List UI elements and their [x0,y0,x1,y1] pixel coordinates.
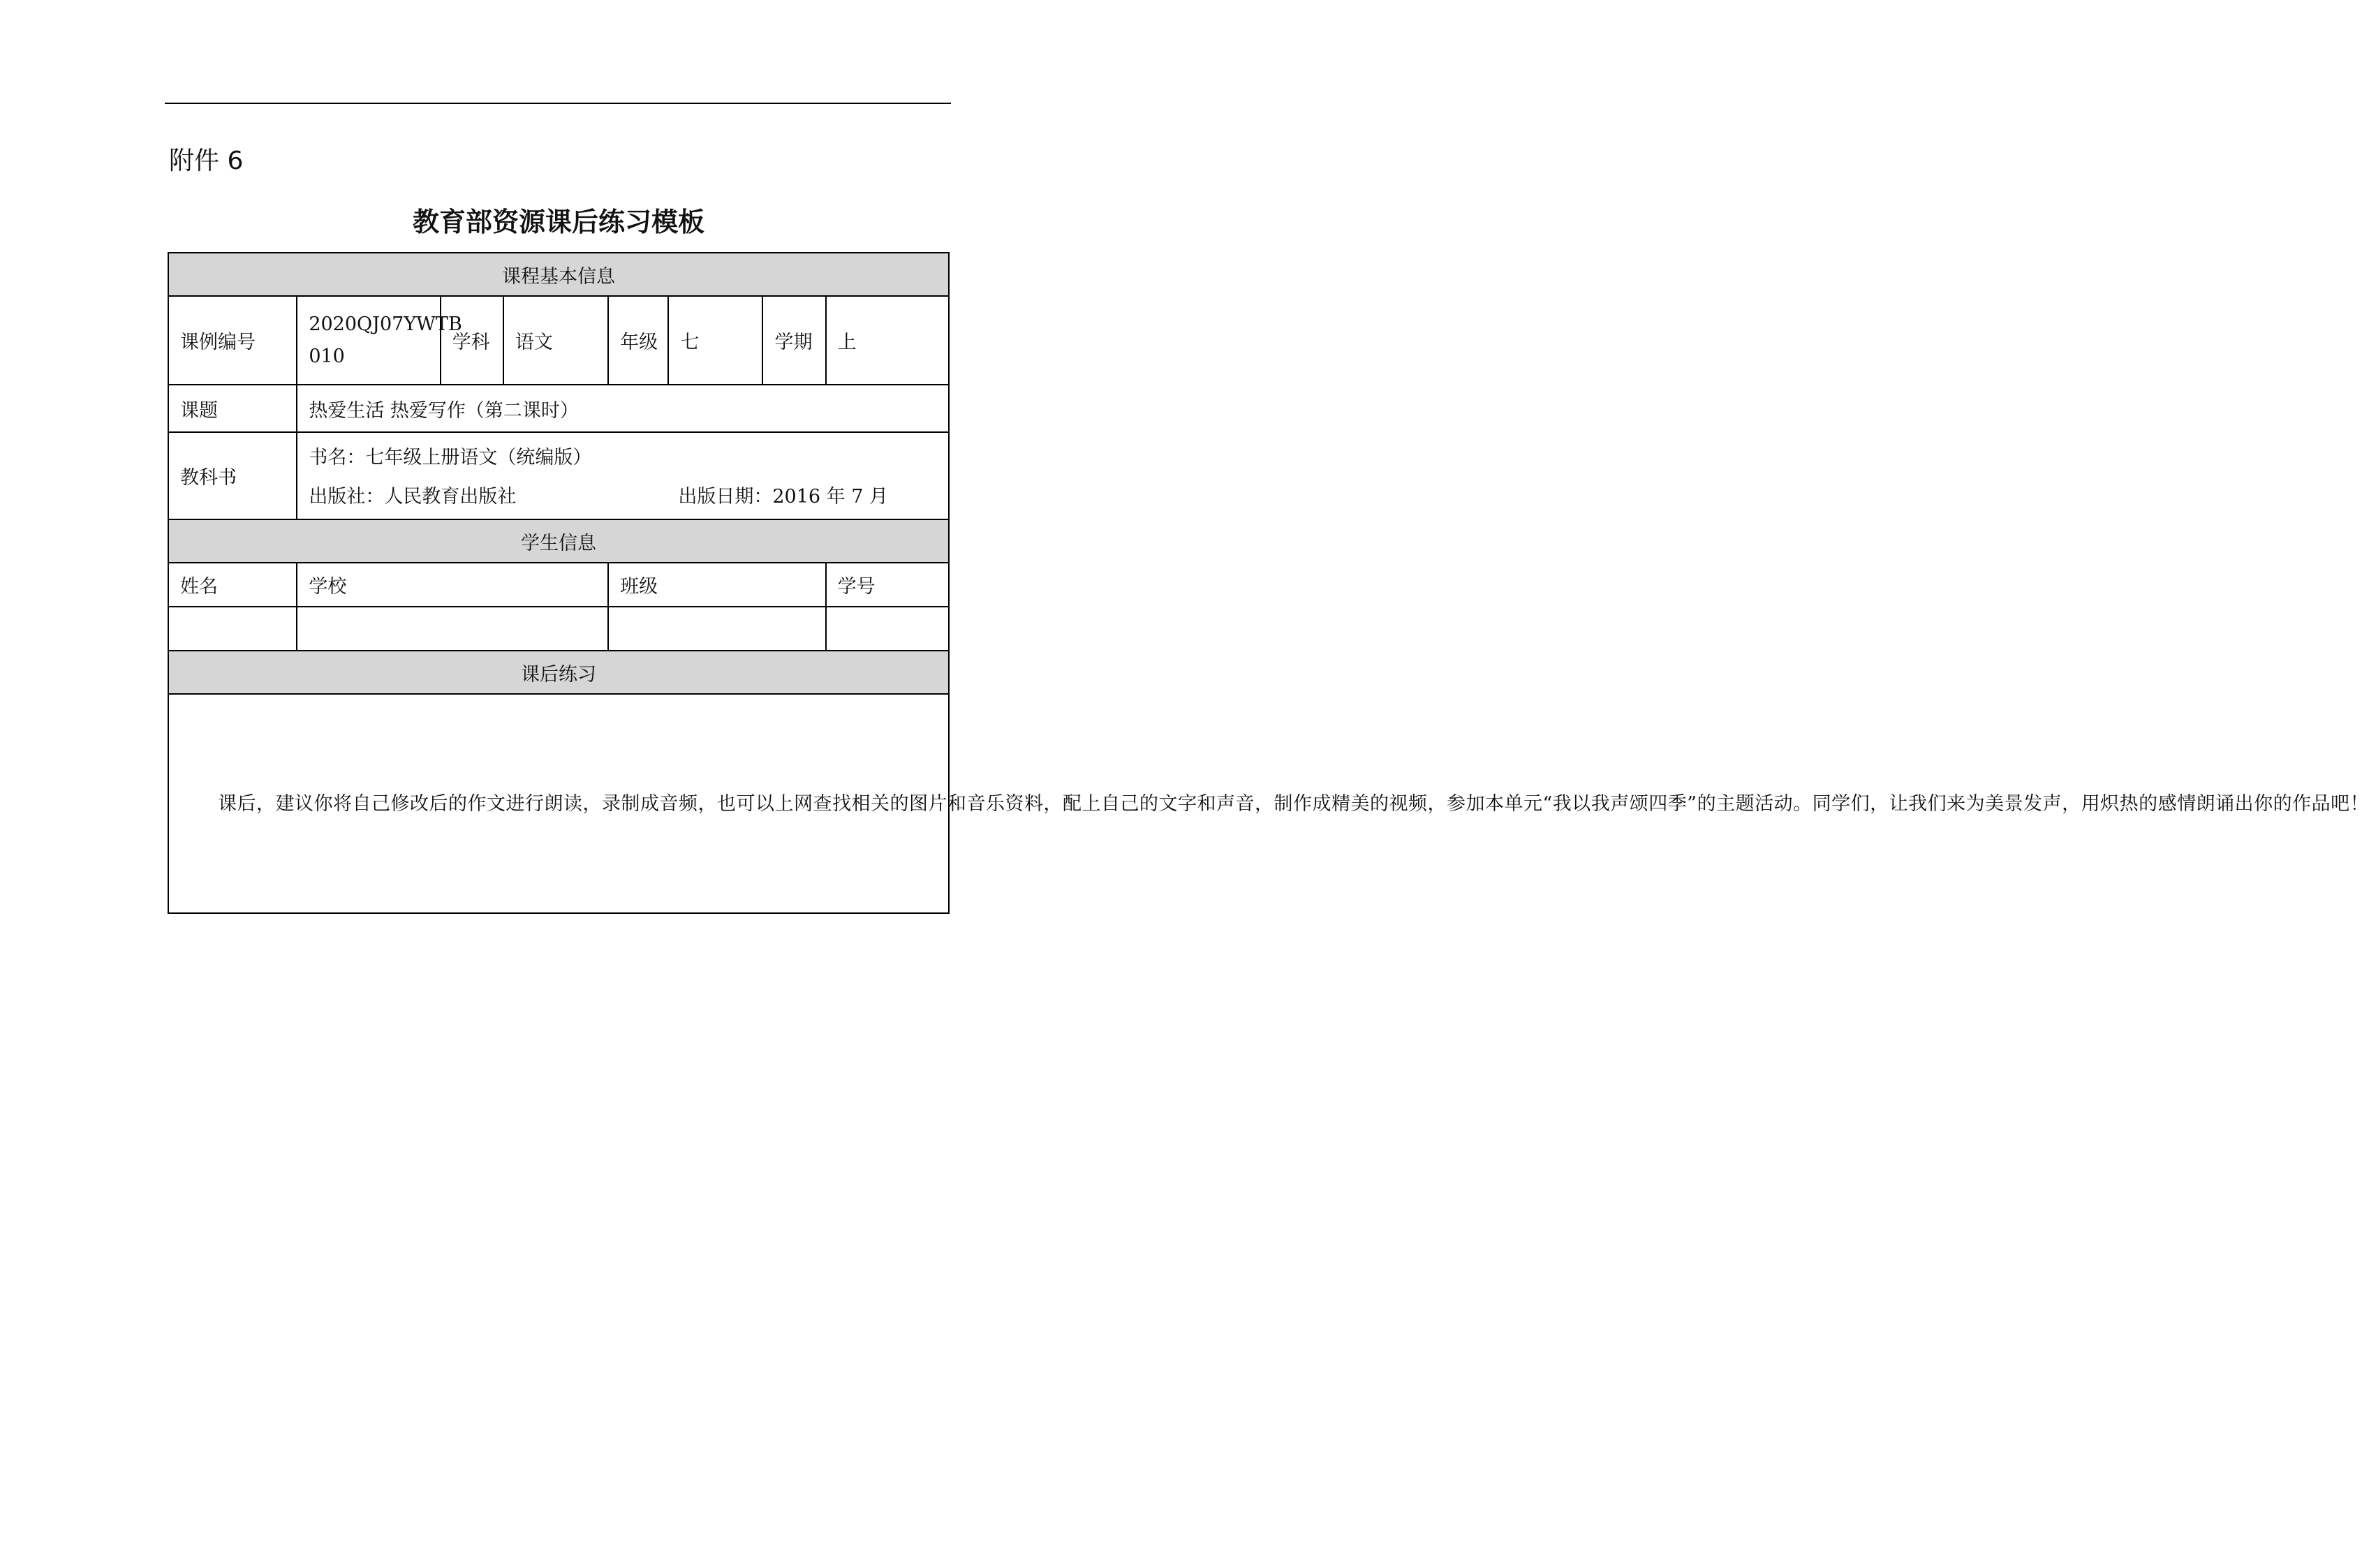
subject-value: 语文 [503,296,608,385]
course-id-line-1: 2020QJ07YWTB [309,313,462,335]
class-label: 班级 [608,563,826,607]
textbook-row [168,432,949,519]
course-id-value [297,296,462,385]
student-id-label: 学号 [826,563,949,607]
grade-label: 年级 [608,296,668,385]
name-label: 姓名 [168,563,297,607]
exercise-form-table [168,252,2369,914]
course-info-section-title: 课程基本信息 [168,253,949,296]
textbook-value [297,432,949,519]
course-info-header-row [168,253,949,296]
exercise-text: 课后，建议你将自己修改后的作文进行朗读，录制成音频，也可以上网查找相关的图片和音乐资料，配上自己的文字和声音，制作成精美的视频，参加本单元“我以我声颂四季”的主题活动。同学们，让我们来为美景发声，用炽热的感情朗诵出你的作品吧！ [218,792,2369,815]
grade-value: 七 [668,296,762,385]
topic-label: 课题 [168,385,297,432]
exercise-content-cell [168,694,2369,913]
class-field[interactable] [608,607,826,651]
name-field[interactable] [168,607,297,651]
subject-label: 学科 [441,296,503,385]
term-value: 上 [826,296,949,385]
course-id-label: 课例编号 [168,296,297,385]
header-rule [165,103,951,104]
publish-date: 出版日期：2016 年 7 月 [678,485,888,508]
student-info-input-row [168,607,949,651]
publisher-line [309,479,937,515]
school-field[interactable] [297,607,608,651]
exercise-section-title: 课后练习 [168,651,949,694]
topic-row [168,385,949,432]
student-info-section-title: 学生信息 [168,519,949,563]
course-id-row [168,296,949,385]
course-id-line-2: 010 [309,345,345,367]
exercise-content-row [168,694,949,913]
school-label: 学校 [297,563,608,607]
textbook-label: 教科书 [168,432,297,519]
student-info-header-row [168,519,949,563]
exercise-header-row [168,651,949,694]
term-label: 学期 [762,296,825,385]
student-id-field[interactable] [826,607,949,651]
publisher: 出版社：人民教育出版社 [309,485,517,508]
student-info-label-row [168,563,949,607]
topic-value: 热爱生活 热爱写作（第二课时） [297,385,949,432]
document-title: 教育部资源课后练习模板 [412,207,704,237]
book-name: 书名：七年级上册语文（统编版） [309,446,592,468]
attachment-label: 附件 6 [169,147,244,175]
